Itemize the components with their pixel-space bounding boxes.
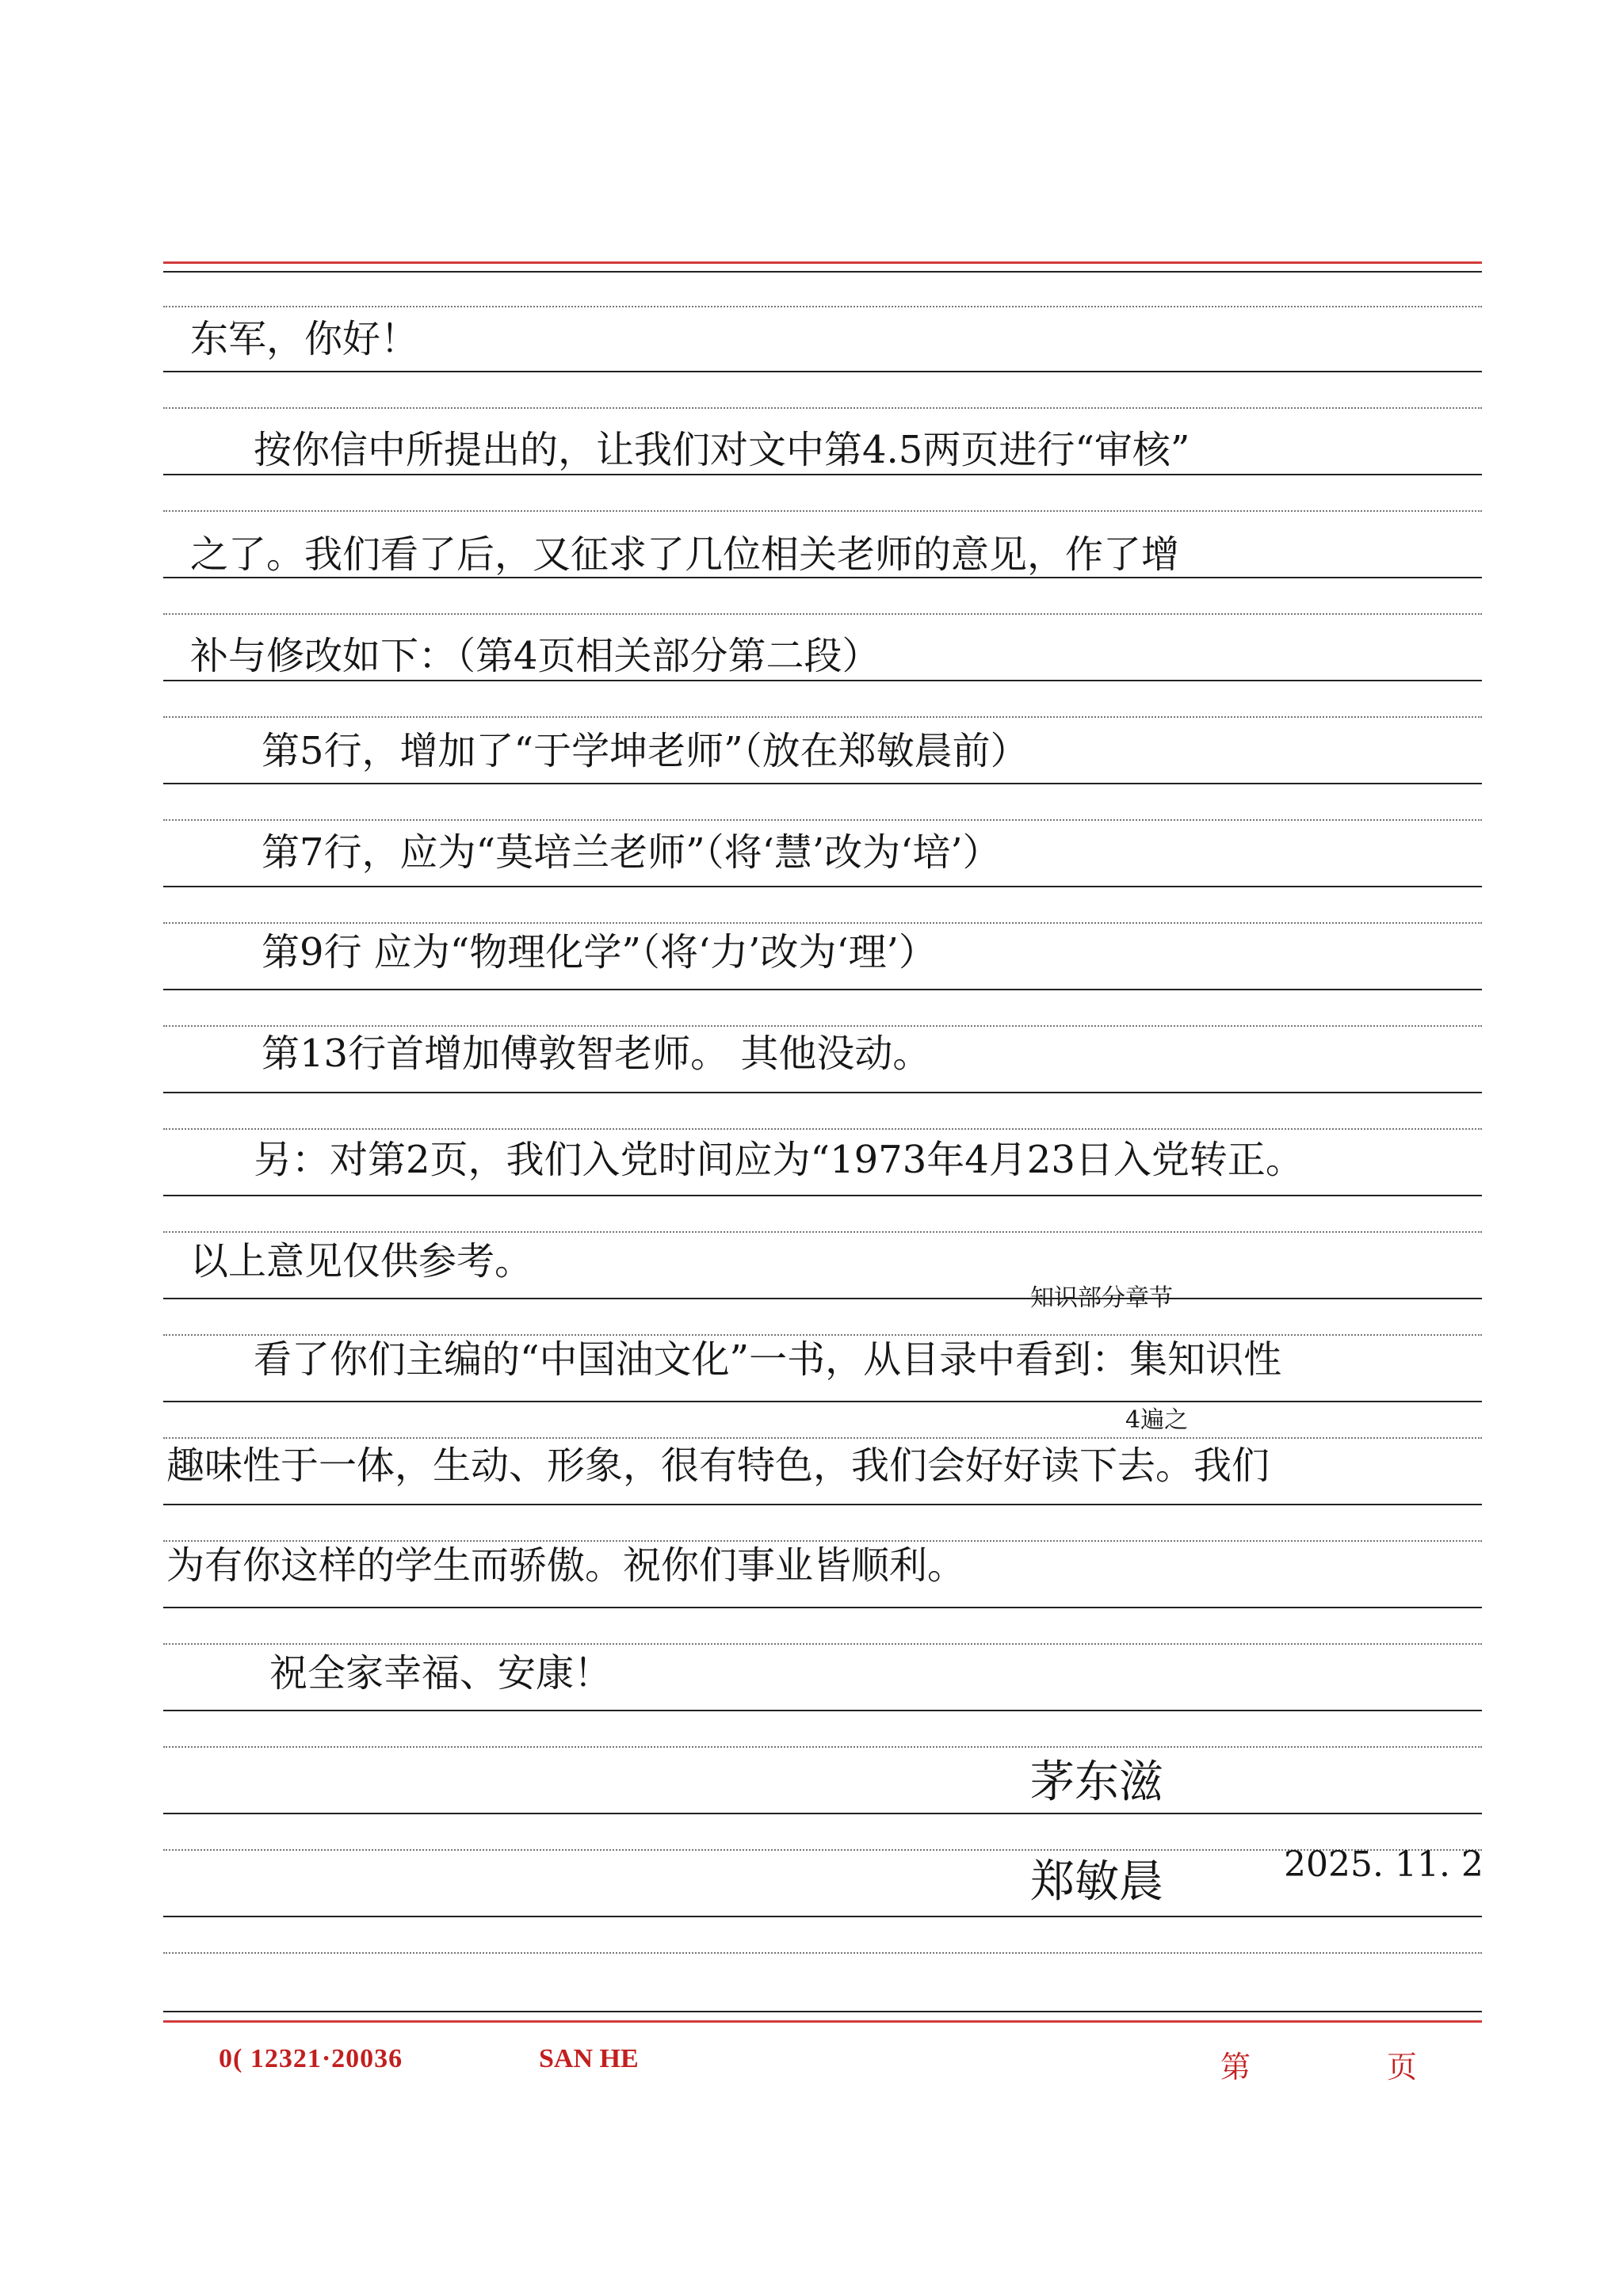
body-line: 按你信中所提出的，让我们对文中第4.5两页进行“审核” [254,428,1190,472]
ruled-line [163,1643,1482,1645]
insertion-note: 知识部分章节 [1030,1284,1173,1312]
insertion-note: 4遍之 [1125,1406,1189,1434]
ruled-line [163,1401,1482,1402]
ruled-line [163,1813,1482,1814]
body-line: 补与修改如下：（第4页相关部分第二段） [190,634,880,678]
ruled-line [163,989,1482,990]
body-line: 第5行，增加了“于学坤老师”（放在郑敏晨前） [262,729,1029,773]
body-line: 看了你们主编的“中国油文化”一书，从目录中看到：集知识性 [254,1337,1282,1382]
footer-code: 0( 12321·20036 [219,2044,403,2073]
page-label-suffix: 页 [1387,2050,1418,2084]
header-red-rule [163,261,1482,264]
ruled-line [163,510,1482,512]
ruled-line [163,1710,1482,1711]
ruled-line [163,407,1482,409]
ruled-line [163,1195,1482,1196]
ruled-line [163,783,1482,784]
date: 2025. 11. 2 [1284,1844,1484,1885]
body-line: 第9行 应为“物理化学”（将‘力’改为‘理’） [262,930,937,974]
ruled-line [163,1540,1482,1542]
ruled-line [163,819,1482,821]
page-label-prefix: 第 [1220,2050,1251,2084]
ruled-line [163,886,1482,887]
footer-black-rule [163,2011,1482,2012]
ruled-line [163,1607,1482,1608]
ruled-line [163,680,1482,681]
ruled-line [163,1231,1482,1233]
footer-brand: SAN HE [539,2044,639,2073]
ruled-line [163,306,1482,307]
body-line: 之了。我们看了后，又征求了几位相关老师的意见，作了增 [190,532,1180,577]
closing-wish: 祝全家幸福、安康！ [269,1651,613,1695]
body-line: 另：对第2页，我们入党时间应为“1973年4月23日入党转正。 [254,1138,1304,1182]
signature: 茅东滋 [1030,1756,1163,1808]
body-line: 第13行首增加傅敦智老师。 其他没动。 [262,1032,931,1076]
ruled-line [163,577,1482,578]
ruled-line [163,1952,1482,1954]
ruled-line [163,1746,1482,1748]
ruled-line [163,922,1482,924]
ruled-line [163,1916,1482,1917]
footer-red-rule [163,2020,1482,2023]
signature: 郑敏晨 [1030,1856,1163,1908]
ruled-line [163,1504,1482,1505]
ruled-line [163,474,1482,475]
ruled-line [163,1128,1482,1130]
ruled-line [163,1334,1482,1336]
body-line: 以上意见仅供参考。 [190,1239,533,1283]
ruled-line [163,371,1482,372]
ruled-line [163,716,1482,718]
ruled-line [163,1025,1482,1027]
ruled-line [163,1437,1482,1439]
body-line: 趣味性于一体，生动、形象，很有特色，我们会好好读下去。我们 [166,1444,1270,1488]
ruled-line [163,1092,1482,1093]
salutation: 东军，你好！ [190,317,419,361]
body-line: 为有你这样的学生而骄傲。祝你们事业皆顺利。 [166,1543,966,1588]
ruled-line [163,613,1482,615]
body-line: 第7行，应为“莫培兰老师”（将‘慧’改为‘培’） [262,830,1001,875]
ruled-line [163,1298,1482,1299]
header-black-rule [163,271,1482,273]
